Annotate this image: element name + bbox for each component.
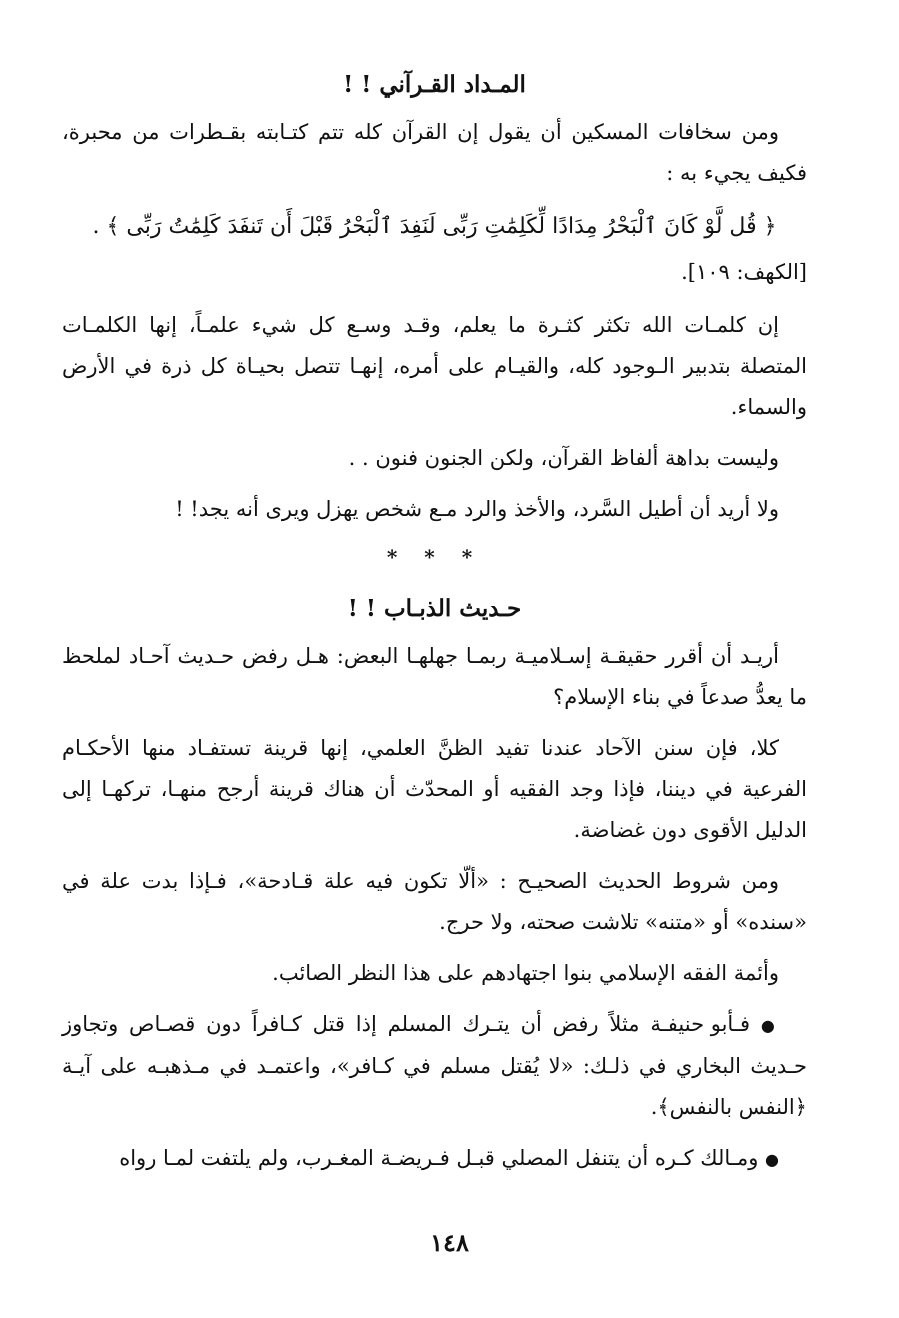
bullet-malik <box>62 1138 807 1180</box>
bullet-abu-hanifa <box>62 1004 807 1128</box>
paragraph-words-of-god: إن كلمـات الله تكثر كثـرة ما يعلم، وقـد وسـع كل شيء علمـاً، إنها الكلمـات المتصلة بتدبير الـوجود كله، والقيـام على أمره، إنهـا تتصل بحيـاة كل ذرة في الأرض والسماء. <box>62 313 807 419</box>
section-separator: * * * <box>386 545 483 569</box>
page-number: ١٤٨ <box>430 1228 469 1257</box>
bullet-text: فـأبو حنيفـة مثلاً رفض أن يتـرك المسلم إذا قتل كـافراً دون قصـاص وتجاوز حـديث البخاري في ذلـك: «لا يُقتل مسلم في كـافر»، واعتمـد في مـذهبـه على آيـة ﴿النفس بالنفس﴾. <box>62 1012 807 1119</box>
section-heading-fly-hadith: حـديث الذبـاب ! ! <box>347 595 522 622</box>
paragraph-ink-intro: ومن سخافات المسكين أن يقول إن القرآن كله تتم كتـابته بقـطرات من محبرة، فكيف يجيء به : <box>62 120 807 185</box>
paragraph-madness: وليست بداهة ألفاظ القرآن، ولكن الجنون فنون . . <box>348 446 779 470</box>
bullet-text: ومـالك كـره أن يتنفل المصلي قبـل فـريضـة المغـرب، ولم يلتفت لمـا رواه <box>119 1146 759 1170</box>
bullet-icon: ● <box>765 1150 779 1169</box>
paragraph-imams: وأئمة الفقه الإسلامي بنوا اجتهادهم على هذا النظر الصائب. <box>272 961 779 985</box>
paragraph-no-prolong: ولا أريد أن أطيل السَّرد، والأخذ والرد مـع شخص يهزل ويرى أنه يجد! ! <box>175 497 779 521</box>
paragraph-no-presumption: كلا، فإن سنن الآحاد عندنا تفيد الظنَّ العلمي، إنها قرينة تستفـاد منها الأحكـام الفرعية في ديننا، فإذا وجد الفقيه أو المحدّث أن هناك قرينة أرجح منهـا، تركهـا إلى الدليل الأقوى دون غضاضة. <box>62 736 807 842</box>
verse-citation: [الكهف: ١٠٩]. <box>681 260 807 284</box>
bullet-icon: ● <box>760 1016 779 1035</box>
section-heading-ink: المـداد القـرآني ! ! <box>343 71 526 98</box>
paragraph-hadith-conditions: ومن شروط الحديث الصحيـح : «ألّا تكون فيه علة قـادحة»، فـإذا بدت علة في «سنده» أو «متنه» تلاشت صحته، ولا حرج. <box>62 869 807 934</box>
page-content <box>62 62 807 1190</box>
paragraph-single-narration: أريـد أن أقرر حقيقـة إسـلاميـة ربمـا جهلهـا البعض: هـل رفض حـديث آحـاد لملحظ ما يعدُّ صدعاً في بناء الإسلام؟ <box>62 644 807 709</box>
quran-verse: ﴿ قُل لَّوْ كَانَ ٱلْبَحْرُ مِدَادًا لِّكَلِمَٰتِ رَبِّى لَنَفِدَ ٱلْبَحْرُ قَبْلَ أَن تَنفَدَ كَلِمَٰتُ رَبِّى ﴾ . <box>92 214 777 239</box>
